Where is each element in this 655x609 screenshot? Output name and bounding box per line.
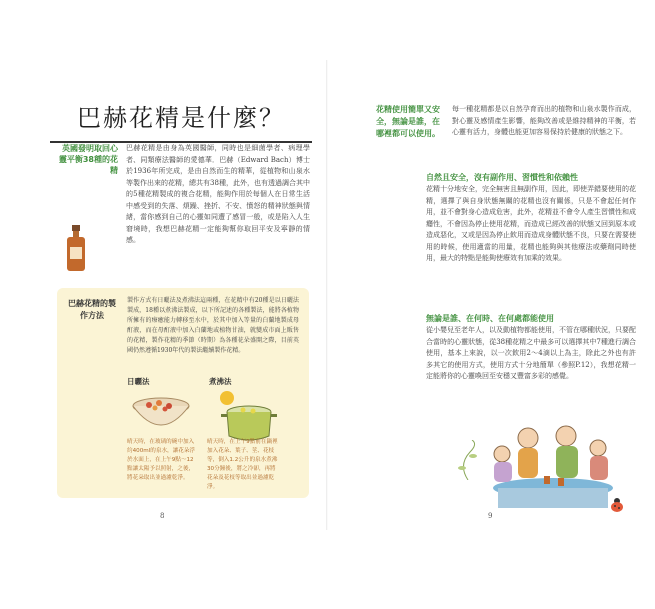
sun-method-label: 日曬法 (127, 377, 150, 386)
ladybug-icon (607, 494, 627, 514)
box-paragraph: 製作方式有日曬法及煮沸法這兩種，在花精中有20種是以日曬法製成，18種以煮沸法製成，以下所記述的各種製法，能將各植物所擁有的療癒能力轉移至水中，於其中加入等量的白蘭地製成母酊液，而在母酊液中加入白蘭地或植物甘油，就變成市面上販售的花精，製作花精的季節（時期）為各種花朵盛開之際，目前英國仍然遵循1930年代的製法繼續製作花精。 (127, 297, 299, 354)
boiling-pot-icon (213, 388, 277, 444)
left-side-caption: 英國發明取回心靈平衡38種的花精 (58, 144, 118, 175)
usage-heading: 無論是誰、在何時、在何處都能使用 (426, 314, 554, 323)
title-block (50, 98, 312, 143)
flower-essence-bottle-icon (64, 225, 88, 273)
right-side-caption: 花精使用簡單又安全，無論是誰，在哪裡都可以使用。 (376, 105, 440, 138)
box-caption: 巴赫花精的製作方法 (68, 299, 116, 320)
boil-method-description: 晴天時，在上午9點前在鍋裡加入花朵、葉子、莖、花枝等，倒入1.2公升的泉水煮沸30分鐘後，將之冷卻，再將花朵及花枝等取出並過濾乾淨。 (207, 439, 278, 490)
left-page (0, 0, 327, 609)
family-tea-illustration-icon (478, 418, 628, 510)
sun-method-description: 晴天時，在玻璃的碗中加入約400ml的泉水，讓花朵浮於水面上，在上午9點～12點讓太陽予以照射，之後，將花朵取出並過濾乾淨。 (127, 439, 196, 481)
safety-heading: 自然且安全，沒有副作用、習慣性和依賴性 (426, 173, 578, 182)
page-title: 巴赫花精是什麼？ (77, 104, 285, 132)
page-number-right: 9 (488, 512, 493, 520)
right-page (328, 0, 655, 609)
glass-bowl-icon (129, 392, 193, 436)
intro-paragraph: 巴赫花精是由身為英國醫師，同時也是細菌學者、病理學者、同類療法醫師的愛德華．巴赫（Edward Bach）博士於1936年所完成，是由自然而生的精華，從植物和山泉水等製作出來的花精，總共有38種，此外，也有透過調合其中的5種花精製成的複合花精，能夠作用於每個人在日常生活中感受到的失落、煩躁、挫折、不安、憤怒的精神狀態與情緒，當你感到自己的心靈如同遭了感冒一般，或是陷入人生窘境時，我想巴赫花精一定能夠幫你取回平安及寧靜的情感。 (126, 144, 310, 244)
right-paragraph-2: 花精十分地安全，完全無害且無副作用，因此，即使弄錯要使用的花精，選擇了與自身狀態無關的花精也沒有關係，只是不會起任何作用，並不會對身心造成危害，此外，花精並不會令人產生習慣性和成癮性，不會因為停止使用花精，而造成已經改善的狀態又回到原本或造成惡化，又或是因為停止飲用而造成身體狀態不良，只要在需要使用的時候，使用適當的用量，花精也能夠與其他療法或藥劑同時使用，最大的特點是能夠使療效有加乘的效果。 (426, 185, 636, 262)
boil-method-label: 煮沸法 (209, 377, 232, 386)
right-paragraph-1: 每一種花精都是以自然孕育而出的植物和山泉水製作而成，對心靈及感情產生影響，能夠改善或是維持精神的平衡，若心靈有活力，身體也能更加容易保持於健康的狀態之下。 (452, 105, 636, 136)
page-number-left: 8 (160, 512, 165, 520)
right-paragraph-3: 從小嬰兒至老年人，以及動植物都能使用，不管在哪種狀況，只要配合當時的心靈狀態，從38種花精之中最多可以選擇其中7種進行調合使用，基本上來說，以一次飲用2～4滴以上為主，除此之外也有許多其它的使用方式，使用方式十分地簡單（參照P.12），我想花精一定能將你的心靈喚回至安穩又豐富多彩的感覺。 (426, 326, 636, 380)
production-method-box (57, 288, 309, 498)
